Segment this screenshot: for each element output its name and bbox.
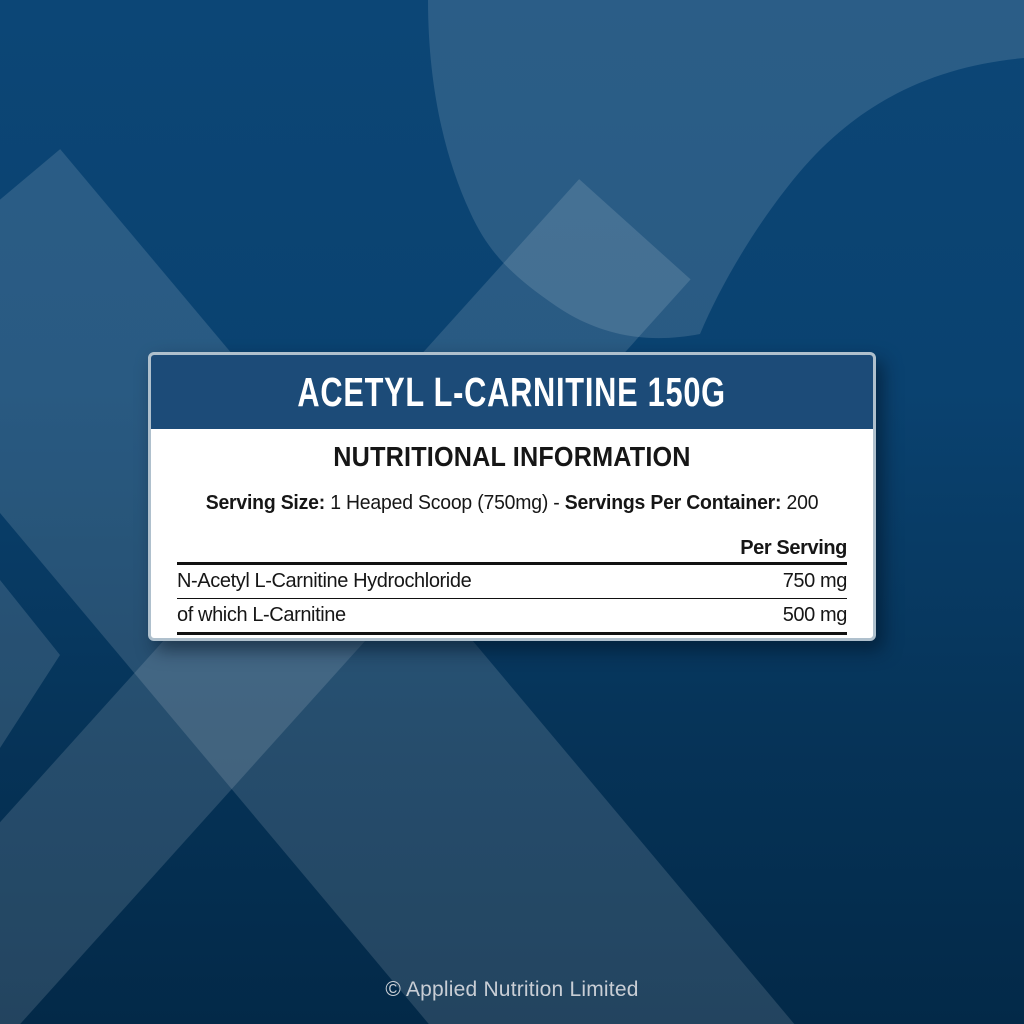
copyright-text: © Applied Nutrition Limited	[385, 978, 639, 1001]
table-rule-bottom	[177, 632, 847, 635]
servings-per-container-label: Servings Per Container:	[564, 492, 782, 514]
serving-info-line	[187, 491, 837, 515]
nutrition-label-body	[151, 443, 873, 635]
per-serving-column-header: Per Serving	[740, 537, 847, 559]
table-row	[177, 565, 847, 598]
serving-size-value: 1 Heaped Scoop (750mg) -	[330, 492, 560, 514]
serving-size-label: Serving Size:	[205, 492, 326, 514]
servings-per-container-value: 200	[786, 492, 819, 514]
table-row	[177, 599, 847, 632]
section-title: NUTRITIONAL INFORMATION	[333, 441, 691, 472]
ingredient-amount: 750 mg	[782, 569, 847, 592]
ingredient-name: of which L-Carnitine	[177, 604, 346, 626]
product-title: ACETYL L-CARNITINE 150G	[297, 368, 727, 415]
ingredient-name: N-Acetyl L-Carnitine Hydrochloride	[177, 569, 472, 592]
nutrition-label-card	[148, 352, 876, 641]
ingredient-amount: 500 mg	[782, 604, 847, 626]
product-title-bar	[151, 355, 873, 429]
watermark-left-wedge	[0, 580, 60, 748]
